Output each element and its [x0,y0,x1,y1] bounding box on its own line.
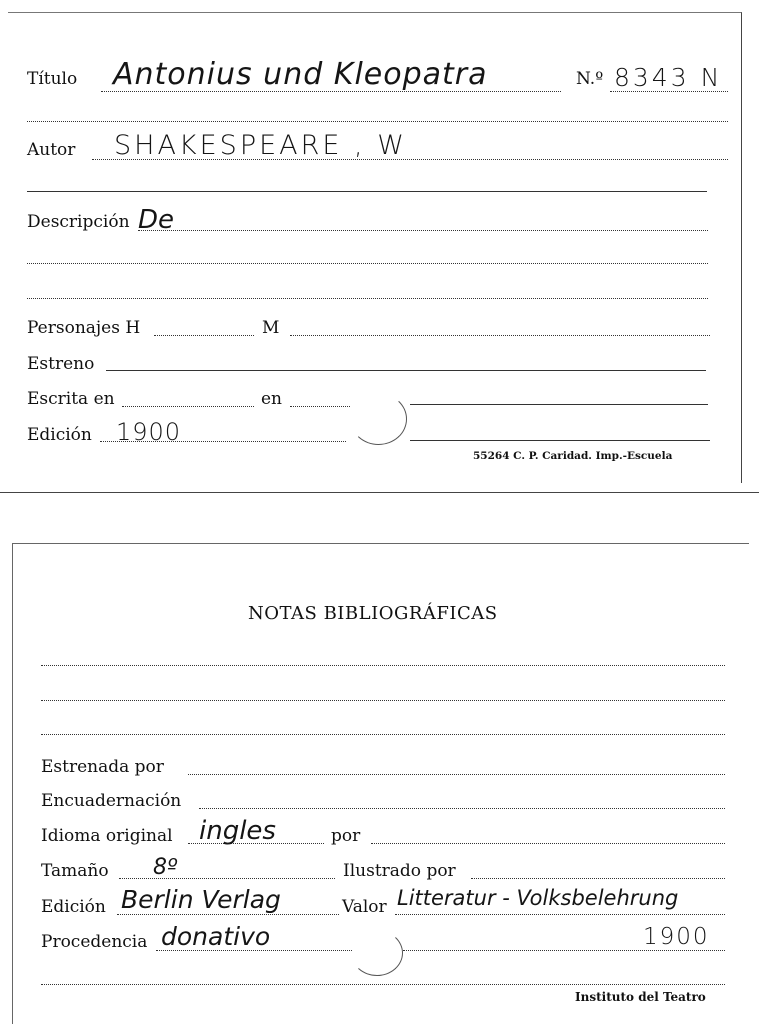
estrenada-line [188,774,725,775]
escrita-label: Escrita en [27,389,115,409]
notas-line-2 [41,700,725,701]
descripcion-label: Descripción [27,212,130,232]
descripcion-value: De [138,205,175,235]
autor-line-2 [27,191,707,192]
tamano-label: Tamaño [41,861,109,881]
numero-label: N.º [576,69,604,89]
procedencia-line-2 [41,984,725,985]
escrita-en-line-b [410,404,708,405]
procedencia-line-b [403,950,725,951]
tamano-value: 8º [153,855,178,880]
edicion-back-label: Edición [41,897,106,917]
autor-label: Autor [27,140,76,160]
ilustrado-label: Ilustrado por [343,861,456,881]
ilustrado-line [471,878,725,879]
notas-heading: NOTAS BIBLIOGRÁFICAS [248,603,498,624]
idioma-value: ingles [199,816,276,846]
valor-line [395,914,725,915]
edicion-label: Edición [27,425,92,445]
estreno-line [106,370,706,371]
personajes-m-line [290,335,710,336]
punch-hole-mark-back [351,930,403,976]
personajes-label: Personajes H [27,318,141,338]
notas-line-1 [41,665,725,666]
printer-imprint: 55264 C. P. Caridad. Imp.-Escuela [473,450,673,462]
idioma-por-line [371,843,725,844]
estreno-label: Estreno [27,354,95,374]
descripcion-line-3 [27,298,708,299]
numero-value: 8343 N [614,63,723,92]
escrita-en-line [290,406,350,407]
edicion-back-value: Berlin Verlag [121,885,281,914]
procedencia-value: donativo [161,922,271,951]
titulo-label: Título [27,69,78,89]
encuadernacion-label: Encuadernación [41,791,182,811]
notas-line-3 [41,734,725,735]
catalog-card-back [12,543,749,1024]
escrita-en-label: en [261,389,283,409]
titulo-line-2 [27,121,728,122]
autor-value: SHAKESPEARE , W [114,130,407,161]
idioma-por-label: por [331,826,361,846]
punch-hole-mark [350,393,407,445]
tamano-line [119,878,335,879]
procedencia-label: Procedencia [41,932,148,952]
catalog-card-front [8,12,742,483]
descripcion-line-2 [27,263,708,264]
descripcion-line [138,230,708,231]
card-separator [0,492,759,493]
edicion-value: 1900 [116,418,182,446]
titulo-value: Antonius und Kleopatra [113,57,488,92]
procedencia-year: 1900 [643,924,710,950]
valor-value: Litteratur - Volksbelehrung [397,886,679,910]
personajes-m-label: M [262,318,280,338]
estrenada-label: Estrenada por [41,757,164,777]
edicion-back-line [117,914,339,915]
escrita-line [122,406,254,407]
encuadernacion-line [199,808,725,809]
institution-imprint: Instituto del Teatro [575,990,706,1004]
valor-label: Valor [342,897,387,917]
edicion-line-b [410,440,710,441]
idioma-label: Idioma original [41,826,173,846]
personajes-h-line [154,335,254,336]
